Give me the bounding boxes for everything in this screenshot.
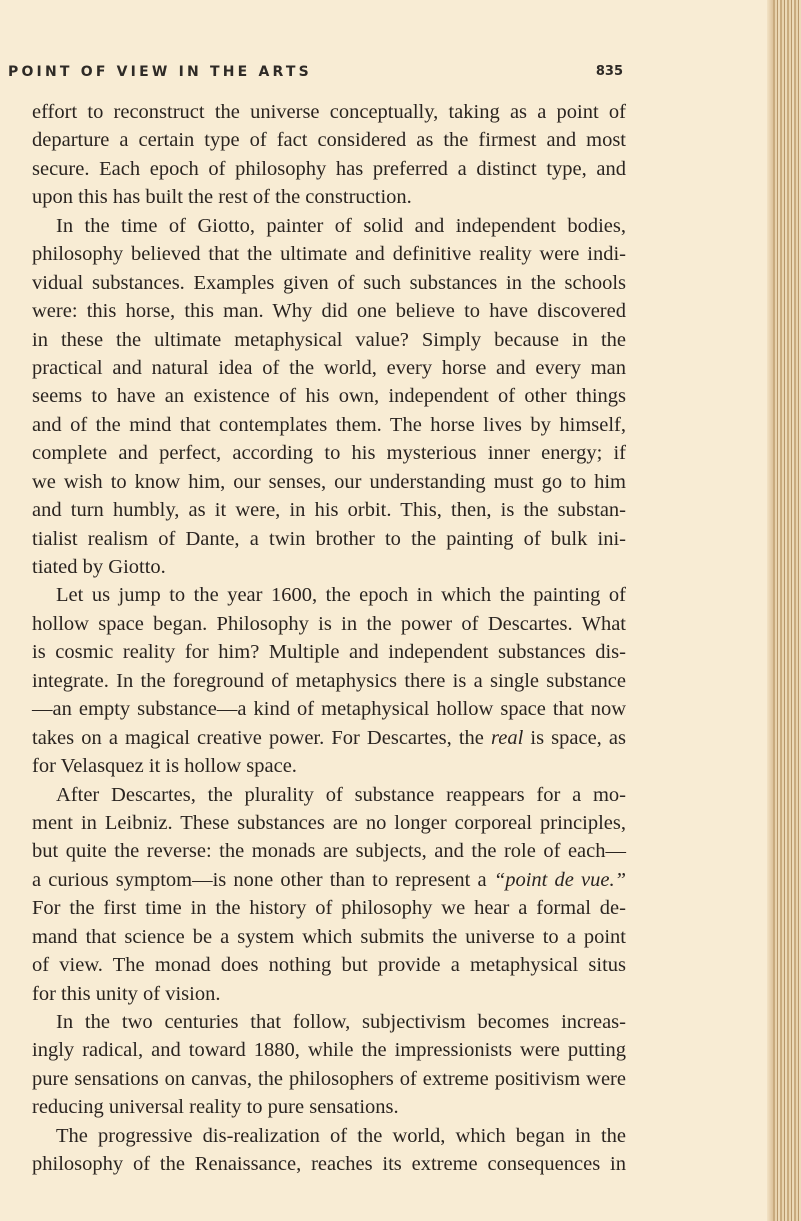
- text-line: reducing universal reality to pure sensations.: [32, 1096, 399, 1119]
- text-line: hollow space began. Philosophy is in the power of Descartes. What: [32, 612, 626, 635]
- text-line: for Velasquez it is hollow space.: [32, 755, 297, 778]
- text-line: complete and perfect, according to his mysterious inner energy; if: [32, 442, 626, 465]
- text-line: and turn humbly, as it were, in his orbit. This, then, is the substan-: [32, 499, 626, 522]
- text-line: but quite the reverse: the monads are subjects, and the role of each—: [32, 840, 626, 863]
- text-line: and of the mind that contemplates them. The horse lives by himself,: [32, 413, 626, 436]
- text-line: practical and natural idea of the world, every horse and every man: [32, 356, 626, 379]
- text-line: tialist realism of Dante, a twin brother to the painting of bulk ini-: [32, 527, 626, 550]
- text-line: upon this has built the rest of the construction.: [32, 186, 412, 209]
- running-title: POINT OF VIEW IN THE ARTS: [8, 64, 312, 80]
- text-line: a curious symptom—is none other than to represent a “point de vue.”: [32, 868, 626, 891]
- page-number: 835: [595, 64, 623, 79]
- text-line: mand that science be a system which submits the universe to a point: [32, 925, 626, 948]
- text-line: were: this horse, this man. Why did one believe to have discovered: [32, 300, 626, 323]
- text-line: ingly radical, and toward 1880, while the impressionists were putting: [32, 1039, 626, 1062]
- text-line: takes on a magical creative power. For Descartes, the real is space, as: [32, 726, 626, 749]
- text-line: secure. Each epoch of philosophy has preferred a distinct type, and: [32, 157, 626, 180]
- book-page-edges: [773, 0, 801, 1221]
- text-line: is cosmic reality for him? Multiple and independent substances dis-: [32, 641, 626, 664]
- text-line: we wish to know him, our senses, our understanding must go to him: [32, 470, 626, 493]
- text-line: for this unity of vision.: [32, 982, 221, 1005]
- text-line: ment in Leibniz. These substances are no longer corporeal principles,: [32, 811, 626, 834]
- text-line: —an empty substance—a kind of metaphysical hollow space that now: [32, 698, 626, 721]
- running-header: [8, 64, 623, 86]
- text-line: seems to have an existence of his own, independent of other things: [32, 385, 626, 408]
- text-line: vidual substances. Examples given of such substances in the schools: [32, 271, 626, 294]
- text-line: tiated by Giotto.: [32, 556, 166, 578]
- text-line: For the first time in the history of philosophy we hear a formal de-: [32, 897, 626, 920]
- text-line: effort to reconstruct the universe conceptually, taking as a point of: [32, 101, 626, 123]
- text-line: After Descartes, the plurality of substance reappears for a mo-: [56, 783, 626, 806]
- text-line: integrate. In the foreground of metaphysics there is a single substance: [32, 669, 626, 692]
- text-line: of view. The monad does nothing but provide a metaphysical situs: [32, 954, 626, 977]
- text-line: In the two centuries that follow, subjectivism becomes increas-: [56, 1011, 626, 1033]
- text-line: In the time of Giotto, painter of solid and independent bodies,: [56, 214, 626, 237]
- text-line: departure a certain type of fact considered as the firmest and most: [32, 129, 626, 152]
- text-line: philosophy believed that the ultimate and definitive reality were indi-: [32, 243, 626, 266]
- body-text: [32, 98, 626, 1179]
- text-line: pure sensations on canvas, the philosophers of extreme positivism were: [32, 1067, 626, 1090]
- text-line: philosophy of the Renaissance, reaches its extreme consequences in: [32, 1153, 626, 1176]
- text-line: The progressive dis-realization of the world, which began in the: [56, 1124, 626, 1147]
- text-line: Let us jump to the year 1600, the epoch in which the painting of: [56, 584, 626, 607]
- text-line: in these the ultimate metaphysical value? Simply because in the: [32, 328, 626, 351]
